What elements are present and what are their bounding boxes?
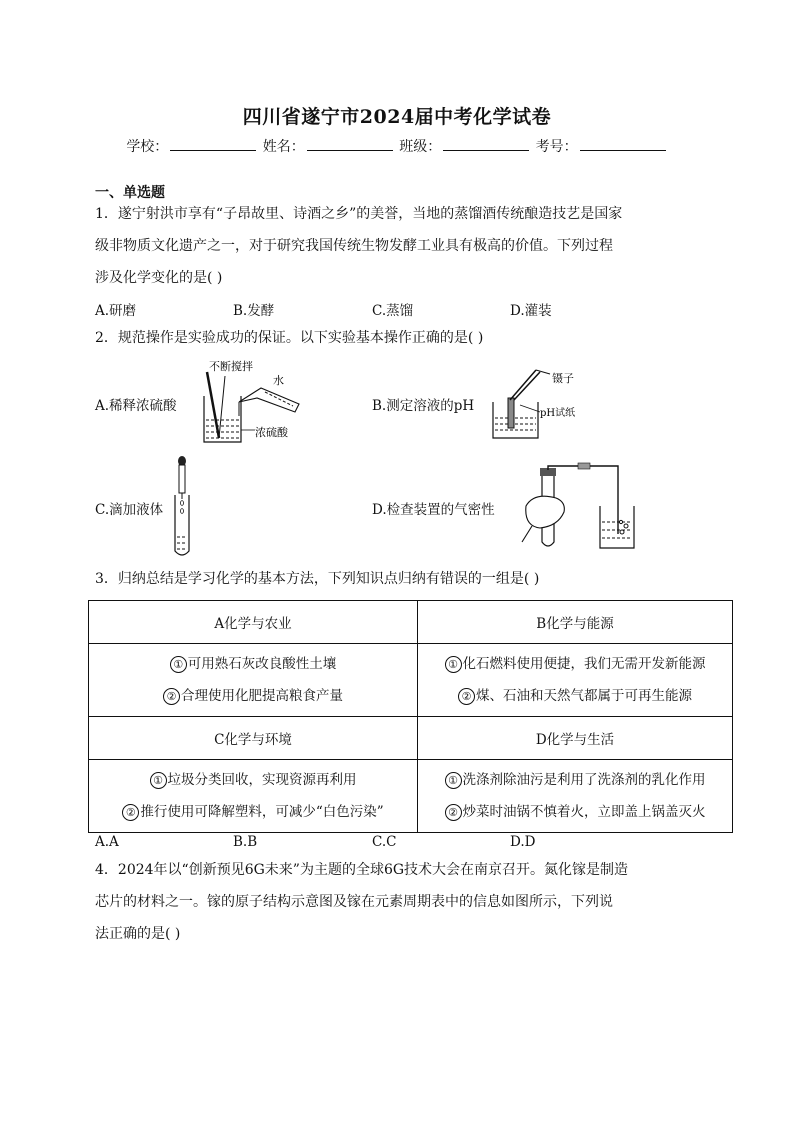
tweezers-label: 镊子 xyxy=(552,372,574,385)
section-heading: 一、单选题 xyxy=(95,185,165,201)
ph-paper-label: pH试纸 xyxy=(540,408,576,419)
q3-option-d[interactable]: D.D xyxy=(510,834,536,850)
knowledge-table xyxy=(88,600,733,833)
student-info-line xyxy=(0,136,794,156)
name-label: 姓名： xyxy=(262,139,305,155)
b-item-1: 化石燃料使用便捷，我们无需开发新能源 xyxy=(462,656,706,672)
exam-number-blank[interactable] xyxy=(580,136,666,151)
marker-2: ② xyxy=(458,688,475,705)
school-blank[interactable] xyxy=(170,136,256,151)
q1-option-d[interactable]: D.灌装 xyxy=(510,303,552,319)
table-cell-a xyxy=(89,644,418,717)
d-item-2: 炒菜时油锅不慎着火，立即盖上锅盖灭火 xyxy=(462,804,706,820)
exam-number-label: 考号： xyxy=(535,139,578,155)
page-title: 四川省遂宁市2024届中考化学试卷 xyxy=(242,106,552,128)
table-head-c: C化学与环境 xyxy=(89,717,418,760)
q2-option-d[interactable]: D.检查装置的气密性 xyxy=(372,502,495,518)
stir-label: 不断搅拌 xyxy=(209,360,253,373)
q3-stem: 3．归纳总结是学习化学的基本方法，下列知识点归纳有错误的一组是( ) xyxy=(95,571,540,587)
q4-line-2: 芯片的材料之一。镓的原子结构示意图及镓在元素周期表中的信息如图所示，下列说 xyxy=(95,894,613,910)
q3-option-c[interactable]: C.C xyxy=(372,834,397,850)
marker-1: ① xyxy=(445,772,462,789)
b-item-2: 煤、石油和天然气都属于可再生能源 xyxy=(476,688,692,704)
d-item-1: 洗涤剂除油污是利用了洗涤剂的乳化作用 xyxy=(462,772,706,788)
a-item-1: 可用熟石灰改良酸性土壤 xyxy=(187,656,337,672)
table-head-d: D化学与生活 xyxy=(418,717,733,760)
q1-line-3: 涉及化学变化的是( ) xyxy=(95,270,223,286)
q3-option-a[interactable]: A.A xyxy=(95,834,119,850)
table-cell-b xyxy=(418,644,733,717)
a-item-2: 合理使用化肥提高粮食产量 xyxy=(181,688,343,704)
q1-option-c[interactable]: C.蒸馏 xyxy=(372,303,414,319)
marker-2: ② xyxy=(445,804,462,821)
q1-line-1: 1．遂宁射洪市享有“子昂故里、诗酒之乡”的美誉，当地的蒸馏酒传统酿造技艺是国家 xyxy=(95,206,623,222)
q1-option-a[interactable]: A.研磨 xyxy=(95,303,137,319)
airtightness-figure xyxy=(518,462,648,552)
marker-1: ① xyxy=(170,656,187,673)
q2-option-b[interactable]: B.测定溶液的pH xyxy=(372,398,475,414)
c-item-1: 垃圾分类回收，实现资源再利用 xyxy=(167,772,357,788)
marker-1: ① xyxy=(445,656,462,673)
dropper-figure xyxy=(170,455,194,559)
q3-option-b[interactable]: B.B xyxy=(233,834,258,850)
table-cell-d xyxy=(418,760,733,833)
acid-label: 浓硫酸 xyxy=(255,426,288,439)
marker-2: ② xyxy=(122,804,139,821)
class-label: 班级： xyxy=(399,139,442,155)
name-blank[interactable] xyxy=(307,136,393,151)
ph-test-figure xyxy=(490,360,600,442)
table-cell-c xyxy=(89,760,418,833)
q4-line-3: 法正确的是( ) xyxy=(95,926,181,942)
q2-option-c[interactable]: C.滴加液体 xyxy=(95,502,164,518)
water-label: 水 xyxy=(273,374,284,387)
q1-line-2: 级非物质文化遗产之一，对于研究我国传统生物发酵工业具有极高的价值。下列过程 xyxy=(95,238,613,254)
table-head-b: B化学与能源 xyxy=(418,601,733,644)
q2-stem: 2．规范操作是实验成功的保证。以下实验基本操作正确的是( ) xyxy=(95,330,484,346)
q2-option-a[interactable]: A.稀释浓硫酸 xyxy=(95,398,177,414)
class-blank[interactable] xyxy=(443,136,529,151)
q1-option-b[interactable]: B.发酵 xyxy=(233,303,275,319)
table-head-a: A化学与农业 xyxy=(89,601,418,644)
marker-2: ② xyxy=(163,688,180,705)
q4-line-1: 4．2024年以“创新预见6G未来”为主题的全球6G技术大会在南京召开。氮化镓是制造 xyxy=(95,862,629,878)
marker-1: ① xyxy=(150,772,167,789)
diluting-acid-figure xyxy=(195,358,315,448)
c-item-2: 推行使用可降解塑料，可减少“白色污染” xyxy=(140,804,384,820)
school-label: 学校： xyxy=(126,139,169,155)
